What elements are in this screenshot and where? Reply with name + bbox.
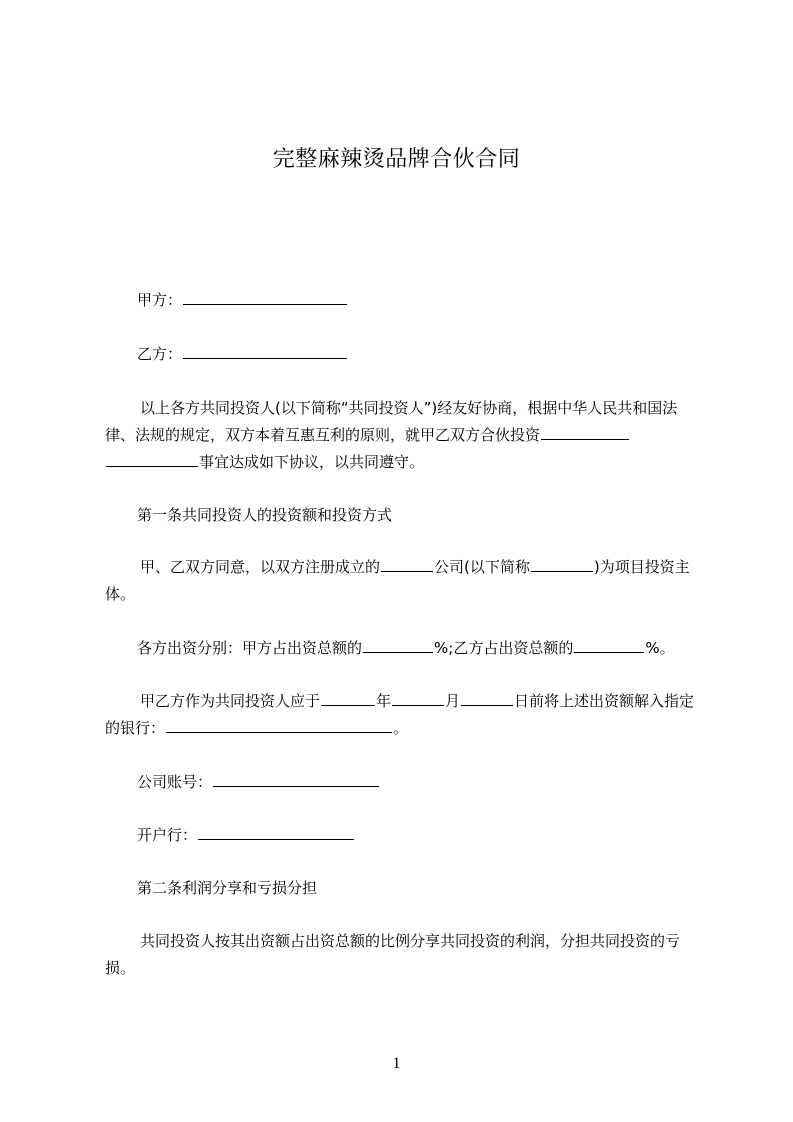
article2-paragraph-1: 共同投资人按其出资额占出资总额的比例分享共同投资的利润，分担共同投资的亏损。 bbox=[105, 932, 681, 977]
page-number: 1 bbox=[392, 1055, 401, 1072]
day-blank bbox=[461, 691, 513, 706]
opening-bank-blank bbox=[198, 825, 354, 840]
bank-label: 开户行： bbox=[137, 826, 198, 844]
article1-p3-text-b: 年 bbox=[376, 692, 392, 710]
intro-paragraph bbox=[105, 395, 705, 476]
party-b-label: 乙方： bbox=[137, 345, 183, 363]
article1-p1-text-c: )为项目投资主体。 bbox=[105, 558, 690, 603]
bank-blank bbox=[166, 718, 392, 733]
article1-p2-text-a: 各方出资分别：甲方占出资总额的 bbox=[137, 639, 363, 657]
article1-paragraph-1 bbox=[105, 554, 705, 608]
account-line bbox=[137, 769, 380, 795]
document-title: 完整麻辣烫品牌合伙合同 bbox=[272, 147, 521, 172]
article1-p2-text-c: %。 bbox=[645, 639, 675, 657]
intro-blank-2 bbox=[106, 452, 198, 467]
intro-text-2: 事宜达成如下协议，以共同遵守。 bbox=[199, 453, 425, 471]
party-a-line bbox=[137, 287, 348, 313]
article2-heading: 第二条利润分享和亏损分担 bbox=[137, 879, 318, 897]
article1-paragraph-3 bbox=[105, 688, 705, 742]
party-a-label: 甲方： bbox=[137, 291, 183, 309]
year-blank bbox=[321, 691, 375, 706]
article1-p3-text-e: 。 bbox=[393, 719, 409, 737]
intro-text-1: 以上各方共同投资人(以下简称“共同投资人”)经友好协商，根据中华人民共和国法律、法规的规定，双方本着互惠互利的原则，就甲乙双方合伙投资 bbox=[105, 399, 678, 444]
article1-paragraph-2 bbox=[137, 635, 675, 661]
party-b-share-blank bbox=[574, 638, 644, 653]
bank-line bbox=[137, 822, 355, 848]
intro-blank-1 bbox=[541, 425, 629, 440]
account-label: 公司账号： bbox=[137, 773, 213, 791]
party-a-share-blank bbox=[363, 638, 433, 653]
article1-heading: 第一条共同投资人的投资额和投资方式 bbox=[137, 506, 393, 524]
article1-p1-text-a: 甲、乙双方同意，以双方注册成立的 bbox=[140, 558, 381, 576]
account-blank bbox=[213, 772, 379, 787]
article1-p3-text-d: 日前将上述出资额解入指定的银行： bbox=[105, 692, 695, 737]
article1-p2-text-b: %;乙方占出资总额的 bbox=[434, 639, 574, 657]
party-b-blank bbox=[183, 344, 347, 359]
short-name-blank bbox=[531, 557, 593, 572]
article1-p1-text-b: 公司(以下简称 bbox=[434, 558, 530, 576]
party-a-blank bbox=[183, 290, 347, 305]
party-b-line bbox=[137, 341, 348, 367]
article1-p3-text-a: 甲乙方作为共同投资人应于 bbox=[140, 692, 321, 710]
article1-p3-text-c: 月 bbox=[445, 692, 461, 710]
company-name-blank bbox=[381, 557, 433, 572]
month-blank bbox=[392, 691, 444, 706]
